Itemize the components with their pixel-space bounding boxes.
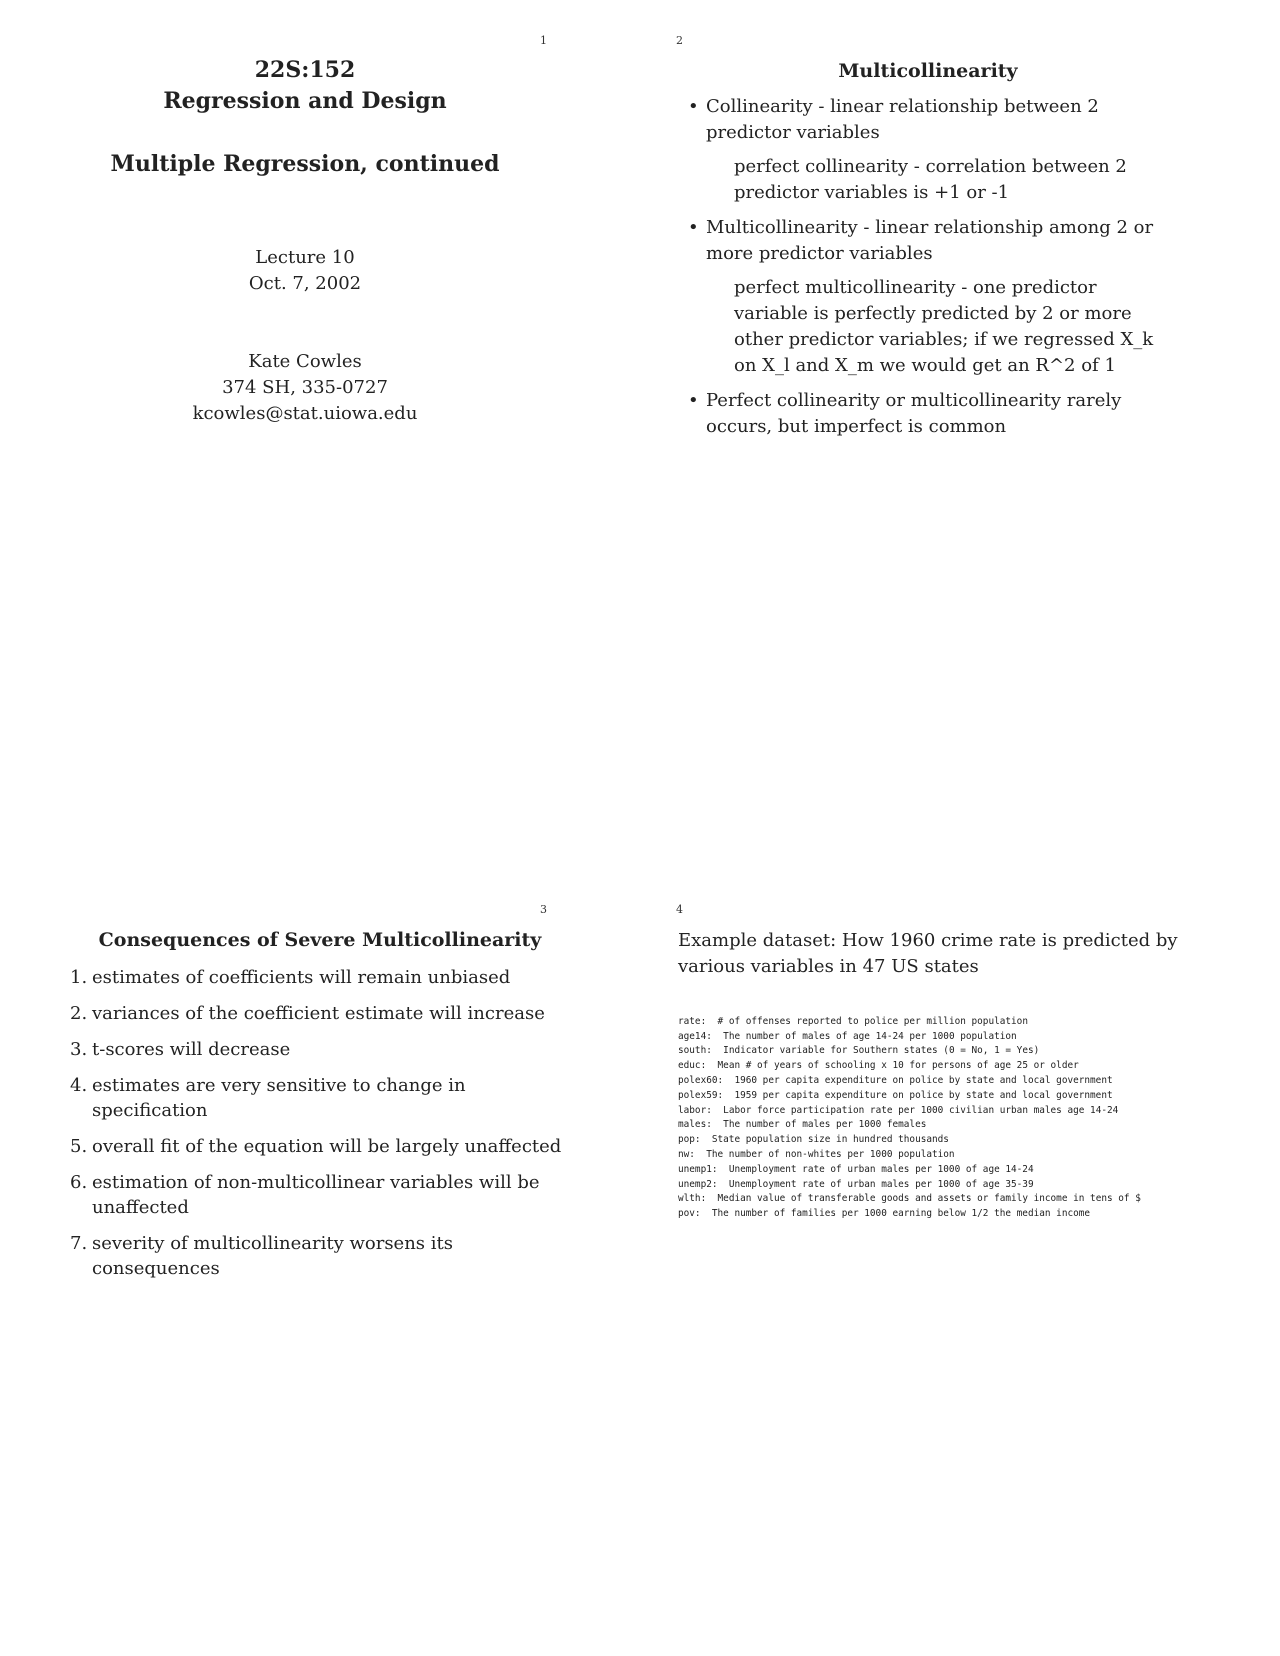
course-code: 22S:152 [254,57,356,83]
variable-name: pov: [678,1208,701,1220]
variable-row [678,1192,1208,1207]
item-number: 4. [70,1075,88,1096]
list-item [70,1170,580,1220]
slide-consequences [70,928,580,1292]
variable-definitions [678,1000,1208,1252]
item-text: t-scores will decrease [92,1039,291,1060]
author-name: Kate Cowles [248,351,362,372]
variable-desc: # of offenses reported to police per million population [717,1015,1028,1027]
lecture-subtitle: Multiple Regression, continued [110,151,500,177]
variable-row [678,1104,1208,1119]
course-name: Regression and Design [163,88,447,114]
variable-desc: The number of families per 1000 earning below 1/2 the median income [711,1208,1091,1220]
variable-row [678,1074,1208,1089]
list-item [688,94,1168,206]
lecture-number: Lecture 10 [255,247,355,268]
item-number: 7. [70,1233,88,1254]
variable-name: educ: [678,1060,707,1072]
variable-name: polex59: [678,1089,724,1101]
variable-row [678,1044,1208,1059]
author-email: kcowles@stat.uiowa.edu [192,403,418,424]
lecture-info [40,245,570,297]
list-item [70,965,580,990]
list-item [70,1231,580,1281]
variable-row [678,1015,1208,1030]
variable-name: males: [678,1119,712,1131]
variable-name: unemp1: [678,1163,718,1175]
item-number: 2. [70,1003,88,1024]
page-number-2: 2 [676,34,683,47]
variable-desc: 1960 per capita expenditure on police by state and local government [734,1074,1113,1086]
variable-name: south: [678,1045,712,1057]
item-text: estimates are very sensitive to change in specification [92,1075,466,1121]
author-office: 374 SH, 335-0727 [222,377,388,398]
item-text: overall fit of the equation will be largely unaffected [92,1136,562,1157]
item-text: estimates of coefficients will remain unbiased [92,967,511,988]
variable-desc: Mean # of years of schooling x 10 for persons of age 25 or older [717,1060,1079,1072]
variable-name: nw: [678,1148,695,1160]
variable-name: age14: [678,1030,712,1042]
variable-name: wlth: [678,1193,707,1205]
list-item [70,1134,580,1159]
bullet-icon: • [688,390,699,411]
variable-name: pop: [678,1134,701,1146]
item-text: estimation of non-multicollinear variables will be unaffected [92,1172,540,1218]
definition-text: perfect collinearity - correlation between 2 predictor variables is +1 or -1 [734,156,1127,203]
slide-multicollinearity [688,58,1168,449]
item-text: severity of multicollinearity worsens its consequences [92,1233,453,1279]
variable-row [678,1178,1208,1193]
variable-desc: Unemployment rate of urban males per 1000 of age 14-24 [728,1163,1034,1175]
item-number: 6. [70,1172,88,1193]
variable-row [678,1089,1208,1104]
numbered-list [70,965,580,1281]
variable-name: rate: [678,1015,707,1027]
variable-desc: State population size in hundred thousands [711,1134,949,1146]
list-item [70,1001,580,1026]
variable-desc: Indicator variable for Southern states (0 = No, 1 = Yes) [723,1045,1040,1057]
slide-title [40,55,570,427]
variable-row [678,1207,1208,1222]
page-number-1: 1 [540,34,547,47]
bullet-list [688,94,1168,440]
bullet-icon: • [688,217,699,238]
variable-desc: 1959 per capita expenditure on police by state and local government [734,1089,1113,1101]
author-contact [40,349,570,427]
lecture-date: Oct. 7, 2002 [248,273,362,294]
variable-row [678,1030,1208,1045]
item-number: 5. [70,1136,88,1157]
dataset-intro: Example dataset: How 1960 crime rate is predicted by various variables in 47 US states [678,930,1178,977]
bullet-text: Collinearity - linear relationship between 2 predictor variables [706,96,1099,143]
variable-desc: Median value of transferable goods and assets or family income in tens of $ [717,1193,1141,1205]
slide-heading: Consequences of Severe Multicollinearity [98,929,542,951]
variable-row [678,1059,1208,1074]
variable-desc: Labor force participation rate per 1000 civilian urban males age 14-24 [723,1104,1119,1116]
variable-name: polex60: [678,1074,724,1086]
variable-desc: The number of males of age 14-24 per 1000 population [723,1030,1017,1042]
item-text: variances of the coefficient estimate will increase [92,1003,545,1024]
page-number-4: 4 [676,903,683,916]
slide-example-dataset [678,928,1208,1252]
variable-row [678,1163,1208,1178]
slide-heading: Multicollinearity [838,60,1018,82]
variable-desc: Unemployment rate of urban males per 1000 of age 35-39 [728,1178,1034,1190]
bullet-text: Multicollinearity - linear relationship among 2 or more predictor variables [706,217,1154,264]
variable-name: labor: [678,1104,712,1116]
variable-desc: The number of males per 1000 females [723,1119,927,1131]
item-number: 3. [70,1039,88,1060]
variable-row [678,1118,1208,1133]
bullet-icon: • [688,96,699,117]
list-item [70,1073,580,1123]
page-number-3: 3 [540,903,547,916]
bullet-text: Perfect collinearity or multicollinearity rarely occurs, but imperfect is common [706,390,1122,437]
list-item [688,215,1168,379]
list-item [70,1037,580,1062]
item-number: 1. [70,967,88,988]
variable-row [678,1148,1208,1163]
variable-row [678,1133,1208,1148]
definition-text: perfect multicollinearity - one predictor variable is perfectly predicted by 2 or more other predictor variables; if we regressed X_k on X_l and X_m we would get an R^2 of 1 [734,277,1154,376]
list-item [688,388,1168,440]
variable-name: unemp2: [678,1178,718,1190]
variable-desc: The number of non-whites per 1000 population [706,1148,955,1160]
